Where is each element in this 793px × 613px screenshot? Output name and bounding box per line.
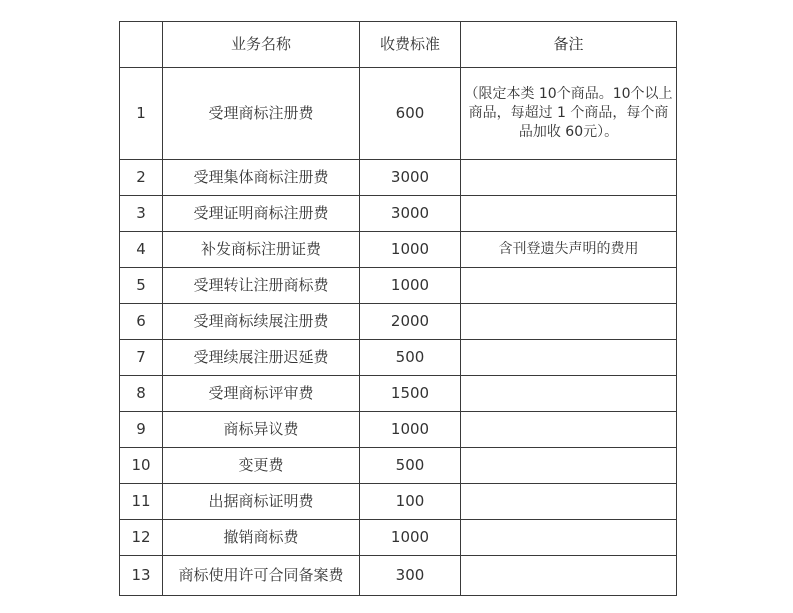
row-remark bbox=[461, 196, 677, 232]
row-remark: 含刊登遗失声明的费用 bbox=[461, 232, 677, 268]
row-remark bbox=[461, 268, 677, 304]
row-business-name: 受理证明商标注册费 bbox=[163, 196, 360, 232]
table-row bbox=[120, 376, 677, 412]
row-remark bbox=[461, 376, 677, 412]
row-index: 6 bbox=[120, 304, 163, 340]
row-remark bbox=[461, 556, 677, 596]
row-index: 3 bbox=[120, 196, 163, 232]
row-business-name: 受理集体商标注册费 bbox=[163, 160, 360, 196]
trademark-fee-table bbox=[119, 21, 677, 596]
row-fee: 1000 bbox=[360, 520, 461, 556]
row-business-name: 受理商标续展注册费 bbox=[163, 304, 360, 340]
table-row bbox=[120, 412, 677, 448]
row-fee: 500 bbox=[360, 448, 461, 484]
table-header-row bbox=[120, 22, 677, 68]
row-business-name: 出据商标证明费 bbox=[163, 484, 360, 520]
row-fee: 500 bbox=[360, 340, 461, 376]
row-fee: 300 bbox=[360, 556, 461, 596]
header-business-name: 业务名称 bbox=[163, 22, 360, 68]
table-row bbox=[120, 268, 677, 304]
row-remark bbox=[461, 160, 677, 196]
table-row bbox=[120, 304, 677, 340]
row-remark bbox=[461, 448, 677, 484]
header-index bbox=[120, 22, 163, 68]
row-index: 13 bbox=[120, 556, 163, 596]
table-row bbox=[120, 196, 677, 232]
row-fee: 1500 bbox=[360, 376, 461, 412]
table-row bbox=[120, 160, 677, 196]
row-remark: （限定本类 10个商品。10个以上商品，每超过 1 个商品，每个商品加收 60元）。 bbox=[461, 68, 677, 160]
row-business-name: 受理续展注册迟延费 bbox=[163, 340, 360, 376]
row-fee: 2000 bbox=[360, 304, 461, 340]
header-fee-standard: 收费标准 bbox=[360, 22, 461, 68]
row-business-name: 受理转让注册商标费 bbox=[163, 268, 360, 304]
row-index: 4 bbox=[120, 232, 163, 268]
row-remark bbox=[461, 412, 677, 448]
row-remark bbox=[461, 484, 677, 520]
table-row bbox=[120, 556, 677, 596]
row-business-name: 受理商标评审费 bbox=[163, 376, 360, 412]
row-business-name: 商标异议费 bbox=[163, 412, 360, 448]
row-business-name: 补发商标注册证费 bbox=[163, 232, 360, 268]
table-row bbox=[120, 340, 677, 376]
table-row bbox=[120, 448, 677, 484]
row-fee: 100 bbox=[360, 484, 461, 520]
table-row bbox=[120, 520, 677, 556]
row-business-name: 商标使用许可合同备案费 bbox=[163, 556, 360, 596]
row-remark bbox=[461, 520, 677, 556]
row-index: 10 bbox=[120, 448, 163, 484]
table-row bbox=[120, 232, 677, 268]
row-remark bbox=[461, 304, 677, 340]
row-index: 5 bbox=[120, 268, 163, 304]
row-index: 8 bbox=[120, 376, 163, 412]
row-remark bbox=[461, 340, 677, 376]
header-remark: 备注 bbox=[461, 22, 677, 68]
row-fee: 1000 bbox=[360, 268, 461, 304]
table-row bbox=[120, 68, 677, 160]
row-business-name: 受理商标注册费 bbox=[163, 68, 360, 160]
row-fee: 3000 bbox=[360, 196, 461, 232]
row-business-name: 撤销商标费 bbox=[163, 520, 360, 556]
row-fee: 3000 bbox=[360, 160, 461, 196]
row-index: 7 bbox=[120, 340, 163, 376]
row-index: 2 bbox=[120, 160, 163, 196]
row-fee: 1000 bbox=[360, 232, 461, 268]
row-fee: 600 bbox=[360, 68, 461, 160]
table-row bbox=[120, 484, 677, 520]
row-index: 11 bbox=[120, 484, 163, 520]
row-index: 1 bbox=[120, 68, 163, 160]
row-business-name: 变更费 bbox=[163, 448, 360, 484]
row-index: 9 bbox=[120, 412, 163, 448]
row-index: 12 bbox=[120, 520, 163, 556]
row-fee: 1000 bbox=[360, 412, 461, 448]
